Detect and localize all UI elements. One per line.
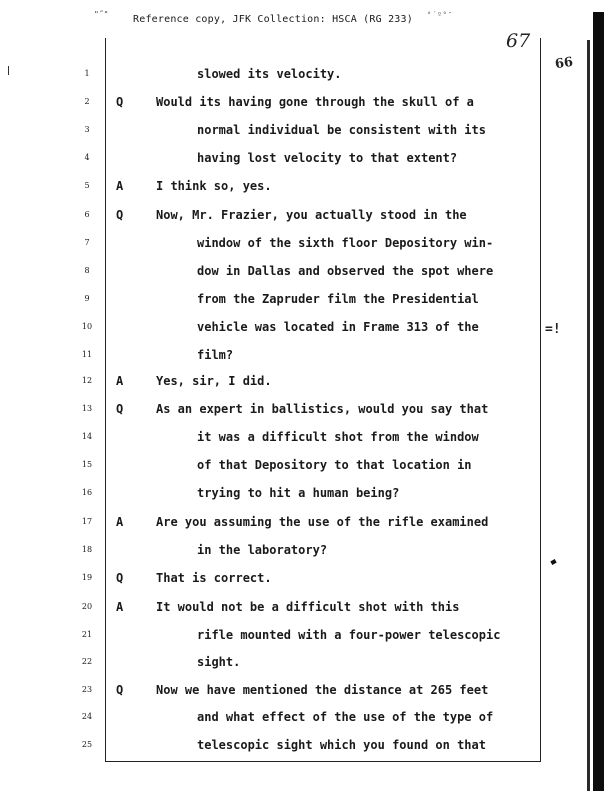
transcript-line (0, 682, 580, 700)
line-number: 24 (81, 712, 93, 721)
speaker-label: Q (116, 402, 124, 416)
line-number: 15 (81, 460, 93, 469)
transcript-line (0, 599, 580, 617)
handwritten-margin-mark: 66 (554, 54, 575, 73)
line-text: normal individual be consistent with its (197, 123, 486, 137)
speaker-label: Q (116, 208, 124, 222)
reference-header (133, 14, 413, 25)
transcript-line (0, 627, 580, 645)
line-text: I think so, yes. (156, 179, 272, 193)
collection-label: HSCA (RG 233) (332, 14, 413, 25)
line-text: window of the sixth floor Depository win- (197, 236, 494, 250)
line-number: 6 (84, 210, 90, 219)
page-frame-right-rule (540, 38, 541, 761)
handwritten-page-number: 67 (506, 30, 531, 52)
transcript-line (0, 150, 580, 168)
line-text: from the Zapruder film the Presidential (197, 292, 479, 306)
speaker-label: Q (116, 571, 124, 585)
line-number: 1 (84, 69, 90, 78)
line-text: As an expert in ballistics, would you say that (156, 402, 489, 416)
line-text: of that Depository to that location in (197, 458, 472, 472)
line-number: 9 (84, 294, 90, 303)
transcript-line (0, 263, 580, 281)
line-text: Are you assuming the use of the rifle examined (156, 515, 489, 529)
side-margin-mark: =! (545, 322, 561, 337)
line-text: it was a difficult shot from the window (197, 430, 479, 444)
scan-edge-shadow (587, 40, 590, 791)
line-number: 11 (81, 350, 93, 359)
line-text: That is correct. (156, 571, 272, 585)
line-number: 13 (81, 404, 93, 413)
line-number: 2 (84, 97, 90, 106)
header-stamp-mark: °´º°″ (427, 11, 454, 19)
transcript-line (0, 94, 580, 112)
line-number: 20 (81, 602, 93, 611)
line-number: 14 (81, 432, 93, 441)
speaker-label: Q (116, 95, 124, 109)
line-text: Would its having gone through the skull of a (156, 95, 474, 109)
line-text: Yes, sir, I did. (156, 374, 272, 388)
speaker-label: A (116, 374, 124, 388)
transcript-line (0, 66, 580, 84)
transcript-line (0, 485, 580, 503)
line-text: dow in Dallas and observed the spot where (197, 264, 494, 278)
transcript-line (0, 654, 580, 672)
line-number: 12 (81, 376, 93, 385)
speaker-label: A (116, 515, 124, 529)
transcript-line (0, 347, 580, 365)
speaker-label: Q (116, 683, 124, 697)
line-text: and what effect of the use of the type of (197, 710, 494, 724)
line-number: 7 (84, 238, 90, 247)
transcript-line (0, 178, 580, 196)
line-text: in the laboratory? (197, 543, 328, 557)
transcript-line (0, 542, 580, 560)
line-number: 23 (81, 685, 93, 694)
line-number: 19 (81, 573, 93, 582)
transcript-line (0, 570, 580, 588)
line-text: telescopic sight which you found on that (197, 738, 486, 752)
line-text: Now, Mr. Frazier, you actually stood in the (156, 208, 467, 222)
line-number: 3 (84, 125, 90, 134)
line-text: Now we have mentioned the distance at 265 feet (156, 683, 489, 697)
transcript-line (0, 235, 580, 253)
line-number: 16 (81, 488, 93, 497)
line-number: 10 (81, 322, 93, 331)
line-text: slowed its velocity. (197, 67, 342, 81)
transcript-line (0, 373, 580, 391)
transcript-line (0, 319, 580, 337)
line-text: trying to hit a human being? (197, 486, 400, 500)
transcript-line (0, 291, 580, 309)
transcript-line (0, 457, 580, 475)
line-number: 22 (81, 657, 93, 666)
transcript-line (0, 429, 580, 447)
transcript-line (0, 709, 580, 727)
line-number: 5 (84, 181, 90, 190)
line-text: It would not be a difficult shot with this (156, 600, 460, 614)
page-frame-bottom-rule (105, 761, 541, 762)
scan-edge-bar (593, 12, 604, 791)
line-number: 17 (81, 517, 93, 526)
line-number: 4 (84, 153, 90, 162)
transcript-line (0, 401, 580, 419)
transcript-line (0, 207, 580, 225)
transcript-line (0, 737, 580, 755)
line-text: sight. (197, 655, 241, 669)
corner-stamp-mark: "˝" (94, 10, 109, 19)
reference-label: Reference copy, JFK Collection: (133, 14, 326, 25)
line-number: 21 (81, 630, 93, 639)
line-text: vehicle was located in Frame 313 of the (197, 320, 479, 334)
page-frame-left-rule (105, 38, 106, 761)
line-text: rifle mounted with a four-power telescopic (197, 628, 501, 642)
speaker-label: A (116, 600, 124, 614)
transcript-line (0, 122, 580, 140)
line-number: 18 (81, 545, 93, 554)
transcript-line (0, 514, 580, 532)
line-number: 25 (81, 740, 93, 749)
line-text: having lost velocity to that extent? (197, 151, 458, 165)
speaker-label: A (116, 179, 124, 193)
line-text: film? (197, 348, 234, 362)
line-number: 8 (84, 266, 90, 275)
